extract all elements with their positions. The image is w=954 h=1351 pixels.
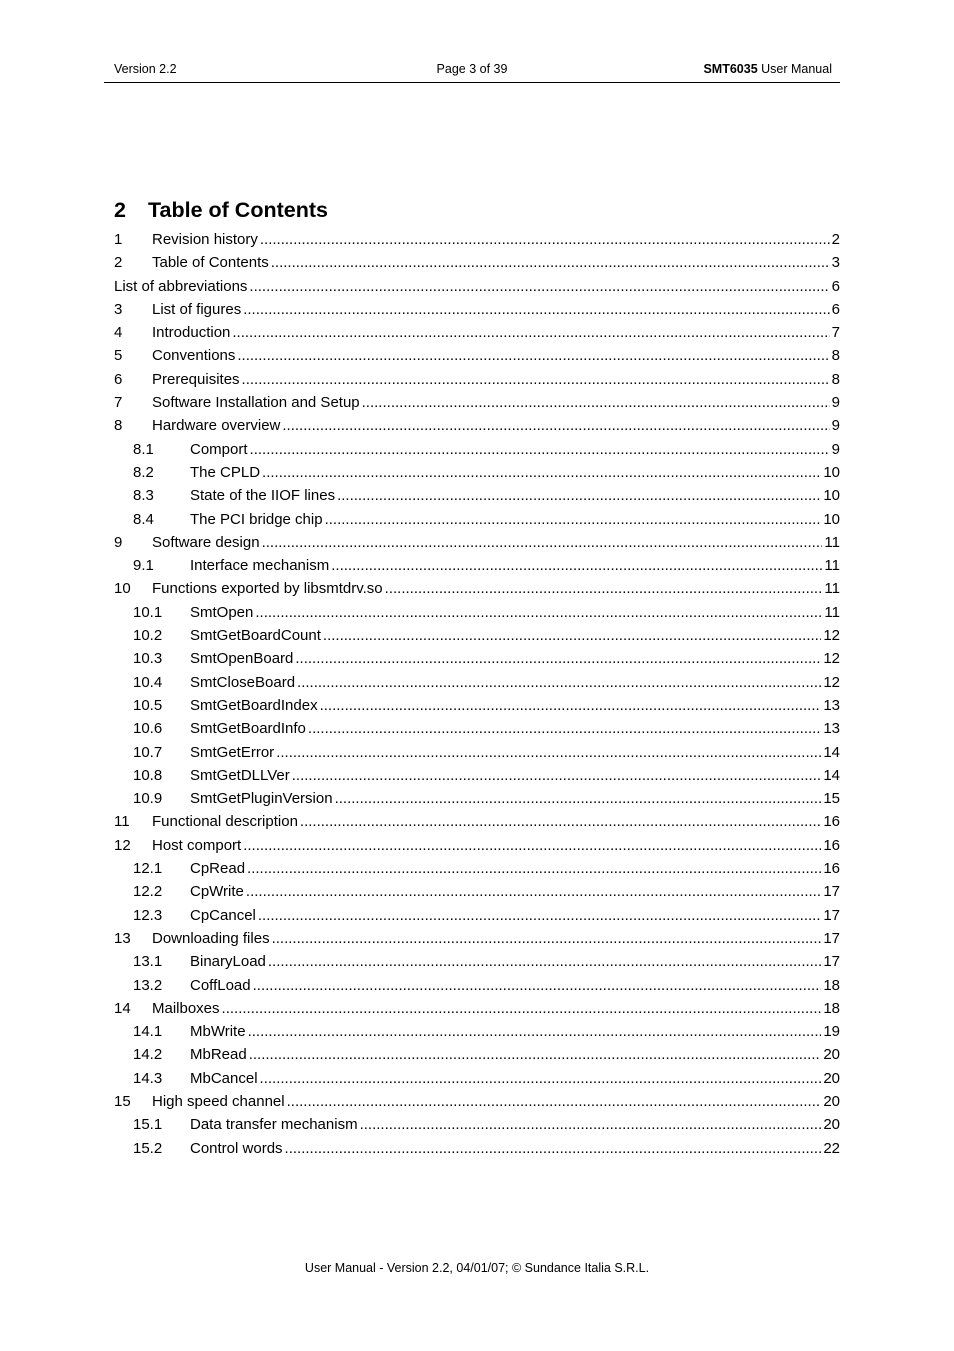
- toc-dot-leader: [276, 741, 821, 764]
- toc-entry-number: 5: [114, 347, 123, 365]
- toc-entry-line: [190, 857, 840, 880]
- toc-entry[interactable]: [114, 647, 840, 670]
- toc-entry-line: [190, 1020, 840, 1043]
- toc-entry-page: 6: [831, 300, 840, 318]
- toc-entry-number: 10.4: [133, 673, 163, 691]
- toc-dot-leader: [243, 834, 821, 857]
- toc-entry-number: 10: [114, 580, 131, 598]
- toc-entry-title[interactable]: Functions exported by libsmtdrv.so: [152, 580, 383, 598]
- toc-entry-title[interactable]: Revision history: [152, 231, 258, 248]
- toc-entry-page: 12: [823, 627, 840, 645]
- toc-entry-page: 12: [823, 673, 840, 691]
- toc-dot-leader: [287, 1090, 822, 1113]
- toc-entry-line: [190, 508, 840, 531]
- toc-entry-line: [152, 368, 840, 391]
- toc-entry[interactable]: [114, 508, 840, 531]
- toc-entry[interactable]: [114, 251, 840, 274]
- toc-entry-line: [190, 1137, 840, 1160]
- toc-entry-title[interactable]: Prerequisites: [152, 370, 240, 388]
- toc-entry-number: 12.2: [133, 883, 163, 901]
- toc-entry[interactable]: [114, 1020, 840, 1043]
- toc-entry-line: [190, 764, 840, 787]
- toc-entry-line: [152, 344, 840, 367]
- toc-entry[interactable]: [114, 1043, 840, 1066]
- toc-entry[interactable]: [114, 694, 840, 717]
- toc-entry[interactable]: [114, 554, 840, 577]
- toc-entry-title[interactable]: BinaryLoad: [190, 953, 266, 971]
- toc-dot-leader: [362, 391, 830, 414]
- toc-entry-title[interactable]: Data transfer mechanism: [190, 1116, 358, 1134]
- toc-entry-line: [190, 438, 840, 461]
- toc-dot-leader: [385, 577, 823, 600]
- toc-entry-title[interactable]: SmtOpen: [190, 603, 254, 621]
- toc-entry-title[interactable]: High speed channel: [152, 1092, 285, 1110]
- toc-entry-number: 6: [114, 370, 123, 388]
- toc-entry[interactable]: [114, 438, 840, 461]
- toc-entry-title[interactable]: Mailboxes: [152, 999, 220, 1017]
- toc-dot-leader: [262, 461, 821, 484]
- toc-dot-leader: [249, 1043, 822, 1066]
- toc-entry-line: [190, 787, 840, 810]
- toc-entry-title[interactable]: SmtGetDLLVer: [190, 766, 290, 784]
- toc-dot-leader: [268, 950, 821, 973]
- toc-entry-title[interactable]: MbRead: [190, 1046, 247, 1064]
- toc-entry-title[interactable]: Software design: [152, 533, 260, 551]
- toc-entry-line: [190, 647, 840, 670]
- toc-dot-leader: [237, 344, 829, 367]
- toc-dot-leader: [260, 228, 830, 251]
- toc-entry-number: 14: [114, 999, 131, 1017]
- toc-entry[interactable]: [114, 950, 840, 973]
- toc-entry-number: 15.1: [133, 1116, 163, 1134]
- toc-entry[interactable]: [114, 834, 840, 857]
- toc-entry-line: [190, 671, 840, 694]
- toc-entry-page: 10: [823, 487, 840, 505]
- toc-entry-page: 15: [823, 790, 840, 808]
- toc-entry-line: [152, 531, 840, 554]
- header-page-number: Page 3 of 39: [436, 62, 508, 76]
- toc-entry-number: 10.2: [133, 627, 163, 645]
- toc-entry-title[interactable]: Functional description: [152, 813, 298, 831]
- toc-dot-leader: [262, 531, 823, 554]
- toc-dot-leader: [242, 368, 830, 391]
- toc-entry[interactable]: [114, 321, 840, 344]
- toc-entry-page: 17: [823, 883, 840, 901]
- toc-entry-number: 10.5: [133, 696, 163, 714]
- toc-entry-page: 6: [831, 277, 840, 295]
- toc-entry[interactable]: [114, 368, 840, 391]
- toc-entry-number: 10.9: [133, 790, 163, 808]
- toc-dot-leader: [308, 717, 821, 740]
- toc-entry-line: [152, 577, 840, 600]
- toc-entry-title[interactable]: Conventions: [152, 347, 236, 365]
- toc-entry-page: 13: [823, 696, 840, 714]
- toc-entry-title[interactable]: SmtGetBoardCount: [190, 627, 321, 645]
- toc-entry-number: 8.1: [133, 440, 154, 458]
- toc-entry-line: [114, 275, 840, 298]
- toc-dot-leader: [246, 880, 821, 903]
- toc-dot-leader: [272, 927, 822, 950]
- toc-entry-number: 13.2: [133, 976, 163, 994]
- section-heading-title: Table of Contents: [148, 198, 328, 222]
- toc-entry-title[interactable]: CpCancel: [190, 906, 256, 924]
- header-product: [703, 62, 832, 76]
- toc-dot-leader: [335, 787, 822, 810]
- toc-dot-leader: [297, 671, 821, 694]
- toc-entry-number: 12: [114, 836, 131, 854]
- toc-dot-leader: [360, 1113, 822, 1136]
- toc-entry[interactable]: [114, 298, 840, 321]
- toc-entry-number: 13: [114, 929, 131, 947]
- toc-entry-number: 10.3: [133, 650, 163, 668]
- header-version: Version 2.2: [114, 62, 177, 76]
- toc-entry-page: 16: [823, 813, 840, 831]
- toc-entry-line: [152, 228, 840, 251]
- toc-dot-leader: [337, 484, 821, 507]
- toc-entry-title[interactable]: SmtGetBoardIndex: [190, 696, 318, 714]
- toc-entry-title[interactable]: SmtGetError: [190, 743, 275, 761]
- toc-entry[interactable]: [114, 810, 840, 833]
- toc-entry-number: 8.4: [133, 510, 154, 528]
- toc-entry-page: 17: [823, 953, 840, 971]
- toc-entry-number: 8.2: [133, 463, 154, 481]
- toc-entry[interactable]: [114, 741, 840, 764]
- toc-entry-page: 20: [823, 1046, 840, 1064]
- section-heading: [114, 198, 328, 223]
- toc-entry-title[interactable]: Comport: [190, 440, 248, 458]
- toc-entry-number: 1: [114, 231, 123, 248]
- toc-dot-leader: [253, 974, 822, 997]
- toc-entry-number: 13.1: [133, 953, 163, 971]
- toc-entry-page: 17: [823, 929, 840, 947]
- toc-entry[interactable]: [114, 1137, 840, 1160]
- toc-entry-line: [152, 927, 840, 950]
- toc-entry-title[interactable]: Control words: [190, 1139, 283, 1157]
- toc-entry-title[interactable]: SmtOpenBoard: [190, 650, 294, 668]
- toc-entry[interactable]: [114, 344, 840, 367]
- toc-dot-leader: [247, 857, 821, 880]
- toc-entry[interactable]: [114, 880, 840, 903]
- toc-entry-number: 9: [114, 533, 123, 551]
- toc-entry[interactable]: [114, 577, 840, 600]
- toc-entry-title[interactable]: List of abbreviations: [114, 277, 248, 295]
- toc-entry-page: 13: [823, 720, 840, 738]
- toc-entry-page: 11: [824, 580, 840, 598]
- toc-entry-number: 15.2: [133, 1139, 163, 1157]
- toc-entry[interactable]: [114, 624, 840, 647]
- toc-entry-page: 20: [823, 1092, 840, 1110]
- toc-entry[interactable]: [114, 414, 840, 437]
- toc-entry-number: 3: [114, 300, 123, 318]
- toc-dot-leader: [258, 904, 821, 927]
- toc-entry-page: 14: [823, 766, 840, 784]
- toc-entry-number: 4: [114, 324, 123, 342]
- toc-entry-number: 10.1: [133, 603, 163, 621]
- toc-entry-page: 10: [823, 463, 840, 481]
- toc-entry-page: 16: [823, 860, 840, 878]
- toc-entry-number: 7: [114, 394, 123, 412]
- toc-entry[interactable]: [114, 904, 840, 927]
- toc-entry-line: [190, 717, 840, 740]
- toc-entry-line: [152, 997, 840, 1020]
- toc-entry-page: 17: [823, 906, 840, 924]
- toc-entry[interactable]: [114, 391, 840, 414]
- toc-entry[interactable]: [114, 531, 840, 554]
- toc-dot-leader: [292, 764, 822, 787]
- toc-entry-title[interactable]: CpWrite: [190, 883, 244, 901]
- toc-entry[interactable]: [114, 228, 840, 251]
- toc-dot-leader: [232, 321, 829, 344]
- toc-dot-leader: [325, 508, 822, 531]
- toc-entry-page: 2: [831, 231, 840, 248]
- toc-entry-line: [190, 880, 840, 903]
- toc-entry-line: [190, 974, 840, 997]
- toc-entry-number: 14.1: [133, 1023, 163, 1041]
- toc-entry-title[interactable]: Hardware overview: [152, 417, 281, 435]
- toc-entry[interactable]: [114, 974, 840, 997]
- toc-entry-line: [190, 741, 840, 764]
- toc-entry-page: 3: [831, 254, 840, 272]
- toc-entry-title[interactable]: MbWrite: [190, 1023, 246, 1041]
- toc-entry-number: 14.2: [133, 1046, 163, 1064]
- toc-entry[interactable]: [114, 1090, 840, 1113]
- toc-entry-line: [190, 1043, 840, 1066]
- toc-entry-line: [190, 694, 840, 717]
- toc-entry-number: 12.1: [133, 860, 163, 878]
- toc-dot-leader: [282, 414, 829, 437]
- toc-entry-page: 18: [823, 999, 840, 1017]
- toc-entry-line: [190, 554, 840, 577]
- toc-entry-title[interactable]: CoffLoad: [190, 976, 251, 994]
- toc-entry-line: [190, 950, 840, 973]
- toc-entry[interactable]: [114, 764, 840, 787]
- toc-entry-title[interactable]: List of figures: [152, 300, 242, 318]
- toc-entry-number: 12.3: [133, 906, 163, 924]
- toc-entry-page: 10: [823, 510, 840, 528]
- toc-entry-page: 9: [831, 417, 840, 435]
- toc-entry-page: 12: [823, 650, 840, 668]
- toc-entry-line: [190, 1113, 840, 1136]
- toc-dot-leader: [300, 810, 821, 833]
- toc-dot-leader: [249, 275, 829, 298]
- toc-entry-page: 7: [831, 324, 840, 342]
- toc-entry-title[interactable]: Software Installation and Setup: [152, 394, 360, 412]
- toc-entry-page: 9: [831, 394, 840, 412]
- toc-entry[interactable]: [114, 927, 840, 950]
- toc-entry[interactable]: [114, 671, 840, 694]
- toc-entry[interactable]: [114, 857, 840, 880]
- toc-entry-page: 22: [823, 1139, 840, 1157]
- toc-dot-leader: [323, 624, 821, 647]
- toc-entry-number: 10.8: [133, 766, 163, 784]
- toc-entry-number: 10.7: [133, 743, 163, 761]
- toc-entry-page: 9: [831, 440, 840, 458]
- header-product-code: SMT6035: [703, 62, 758, 76]
- toc-dot-leader: [331, 554, 822, 577]
- toc-dot-leader: [320, 694, 822, 717]
- toc-entry[interactable]: [114, 787, 840, 810]
- toc-entry-page: 14: [823, 743, 840, 761]
- toc-entry-line: [152, 810, 840, 833]
- toc-entry[interactable]: [114, 717, 840, 740]
- toc-entry-title[interactable]: The CPLD: [190, 463, 261, 481]
- toc-entry-title[interactable]: Introduction: [152, 324, 231, 342]
- toc-entry-line: [190, 461, 840, 484]
- toc-entry-number: 14.3: [133, 1069, 163, 1087]
- toc-entry-line: [152, 321, 840, 344]
- toc-entry-title[interactable]: Downloading files: [152, 929, 270, 947]
- toc-dot-leader: [222, 997, 822, 1020]
- toc-dot-leader: [285, 1137, 822, 1160]
- toc-entry-title[interactable]: Table of Contents: [152, 254, 269, 272]
- toc-entry-number: 8.3: [133, 487, 154, 505]
- toc-entry-number: 10.6: [133, 720, 163, 738]
- toc-entry-page: 11: [824, 557, 840, 575]
- toc-entry-line: [152, 834, 840, 857]
- toc-entry-line: [152, 298, 840, 321]
- toc-entry[interactable]: [114, 1113, 840, 1136]
- toc-entry[interactable]: [114, 601, 840, 624]
- header-product-suffix: User Manual: [757, 62, 832, 76]
- toc-entry-line: [190, 904, 840, 927]
- toc-entry-line: [190, 601, 840, 624]
- toc-entry-line: [152, 391, 840, 414]
- toc-entry-line: [152, 251, 840, 274]
- toc-entry-number: 2: [114, 254, 123, 272]
- toc-entry-line: [152, 1090, 840, 1113]
- toc-entry[interactable]: [114, 275, 840, 298]
- toc-entry-number: 15: [114, 1092, 131, 1110]
- toc-dot-leader: [271, 251, 830, 274]
- toc-entry-number: 11: [114, 813, 130, 831]
- toc-dot-leader: [243, 298, 829, 321]
- toc-entry-line: [152, 414, 840, 437]
- page-footer: User Manual - Version 2.2, 04/01/07; © Sundance Italia S.R.L.: [304, 1261, 650, 1275]
- toc-entry-page: 16: [823, 836, 840, 854]
- page-header: [104, 60, 840, 83]
- toc-entry-page: 20: [823, 1069, 840, 1087]
- toc-dot-leader: [295, 647, 821, 670]
- toc-entry-line: [190, 1067, 840, 1090]
- toc-dot-leader: [250, 438, 830, 461]
- toc-entry[interactable]: [114, 484, 840, 507]
- toc-entry-title[interactable]: The PCI bridge chip: [190, 510, 323, 528]
- toc-entry-page: 18: [823, 976, 840, 994]
- toc-entry-page: 8: [831, 370, 840, 388]
- toc-entry-number: 8: [114, 417, 123, 435]
- toc-entry-title[interactable]: CpRead: [190, 860, 246, 878]
- toc-entry-title[interactable]: State of the IIOF lines: [190, 487, 336, 505]
- section-heading-number: 2: [114, 198, 126, 222]
- toc-entry[interactable]: [114, 461, 840, 484]
- toc-entry-title[interactable]: SmtGetPluginVersion: [190, 790, 333, 808]
- toc-dot-leader: [255, 601, 822, 624]
- toc-entry-title[interactable]: Host comport: [152, 836, 242, 854]
- toc-entry[interactable]: [114, 1067, 840, 1090]
- table-of-contents: [114, 228, 840, 1160]
- toc-entry-page: 11: [824, 603, 840, 621]
- toc-entry-page: 20: [823, 1116, 840, 1134]
- toc-entry[interactable]: [114, 997, 840, 1020]
- toc-entry-page: 19: [823, 1023, 840, 1041]
- toc-entry-page: 11: [824, 533, 840, 551]
- toc-entry-line: [190, 484, 840, 507]
- toc-dot-leader: [260, 1067, 822, 1090]
- toc-entry-page: 8: [831, 347, 840, 365]
- toc-entry-title[interactable]: SmtGetBoardInfo: [190, 720, 306, 738]
- toc-entry-title[interactable]: SmtCloseBoard: [190, 673, 296, 691]
- toc-entry-title[interactable]: Interface mechanism: [190, 557, 330, 575]
- toc-dot-leader: [248, 1020, 822, 1043]
- toc-entry-title[interactable]: MbCancel: [190, 1069, 258, 1087]
- toc-entry-line: [190, 624, 840, 647]
- toc-entry-number: 9.1: [133, 557, 154, 575]
